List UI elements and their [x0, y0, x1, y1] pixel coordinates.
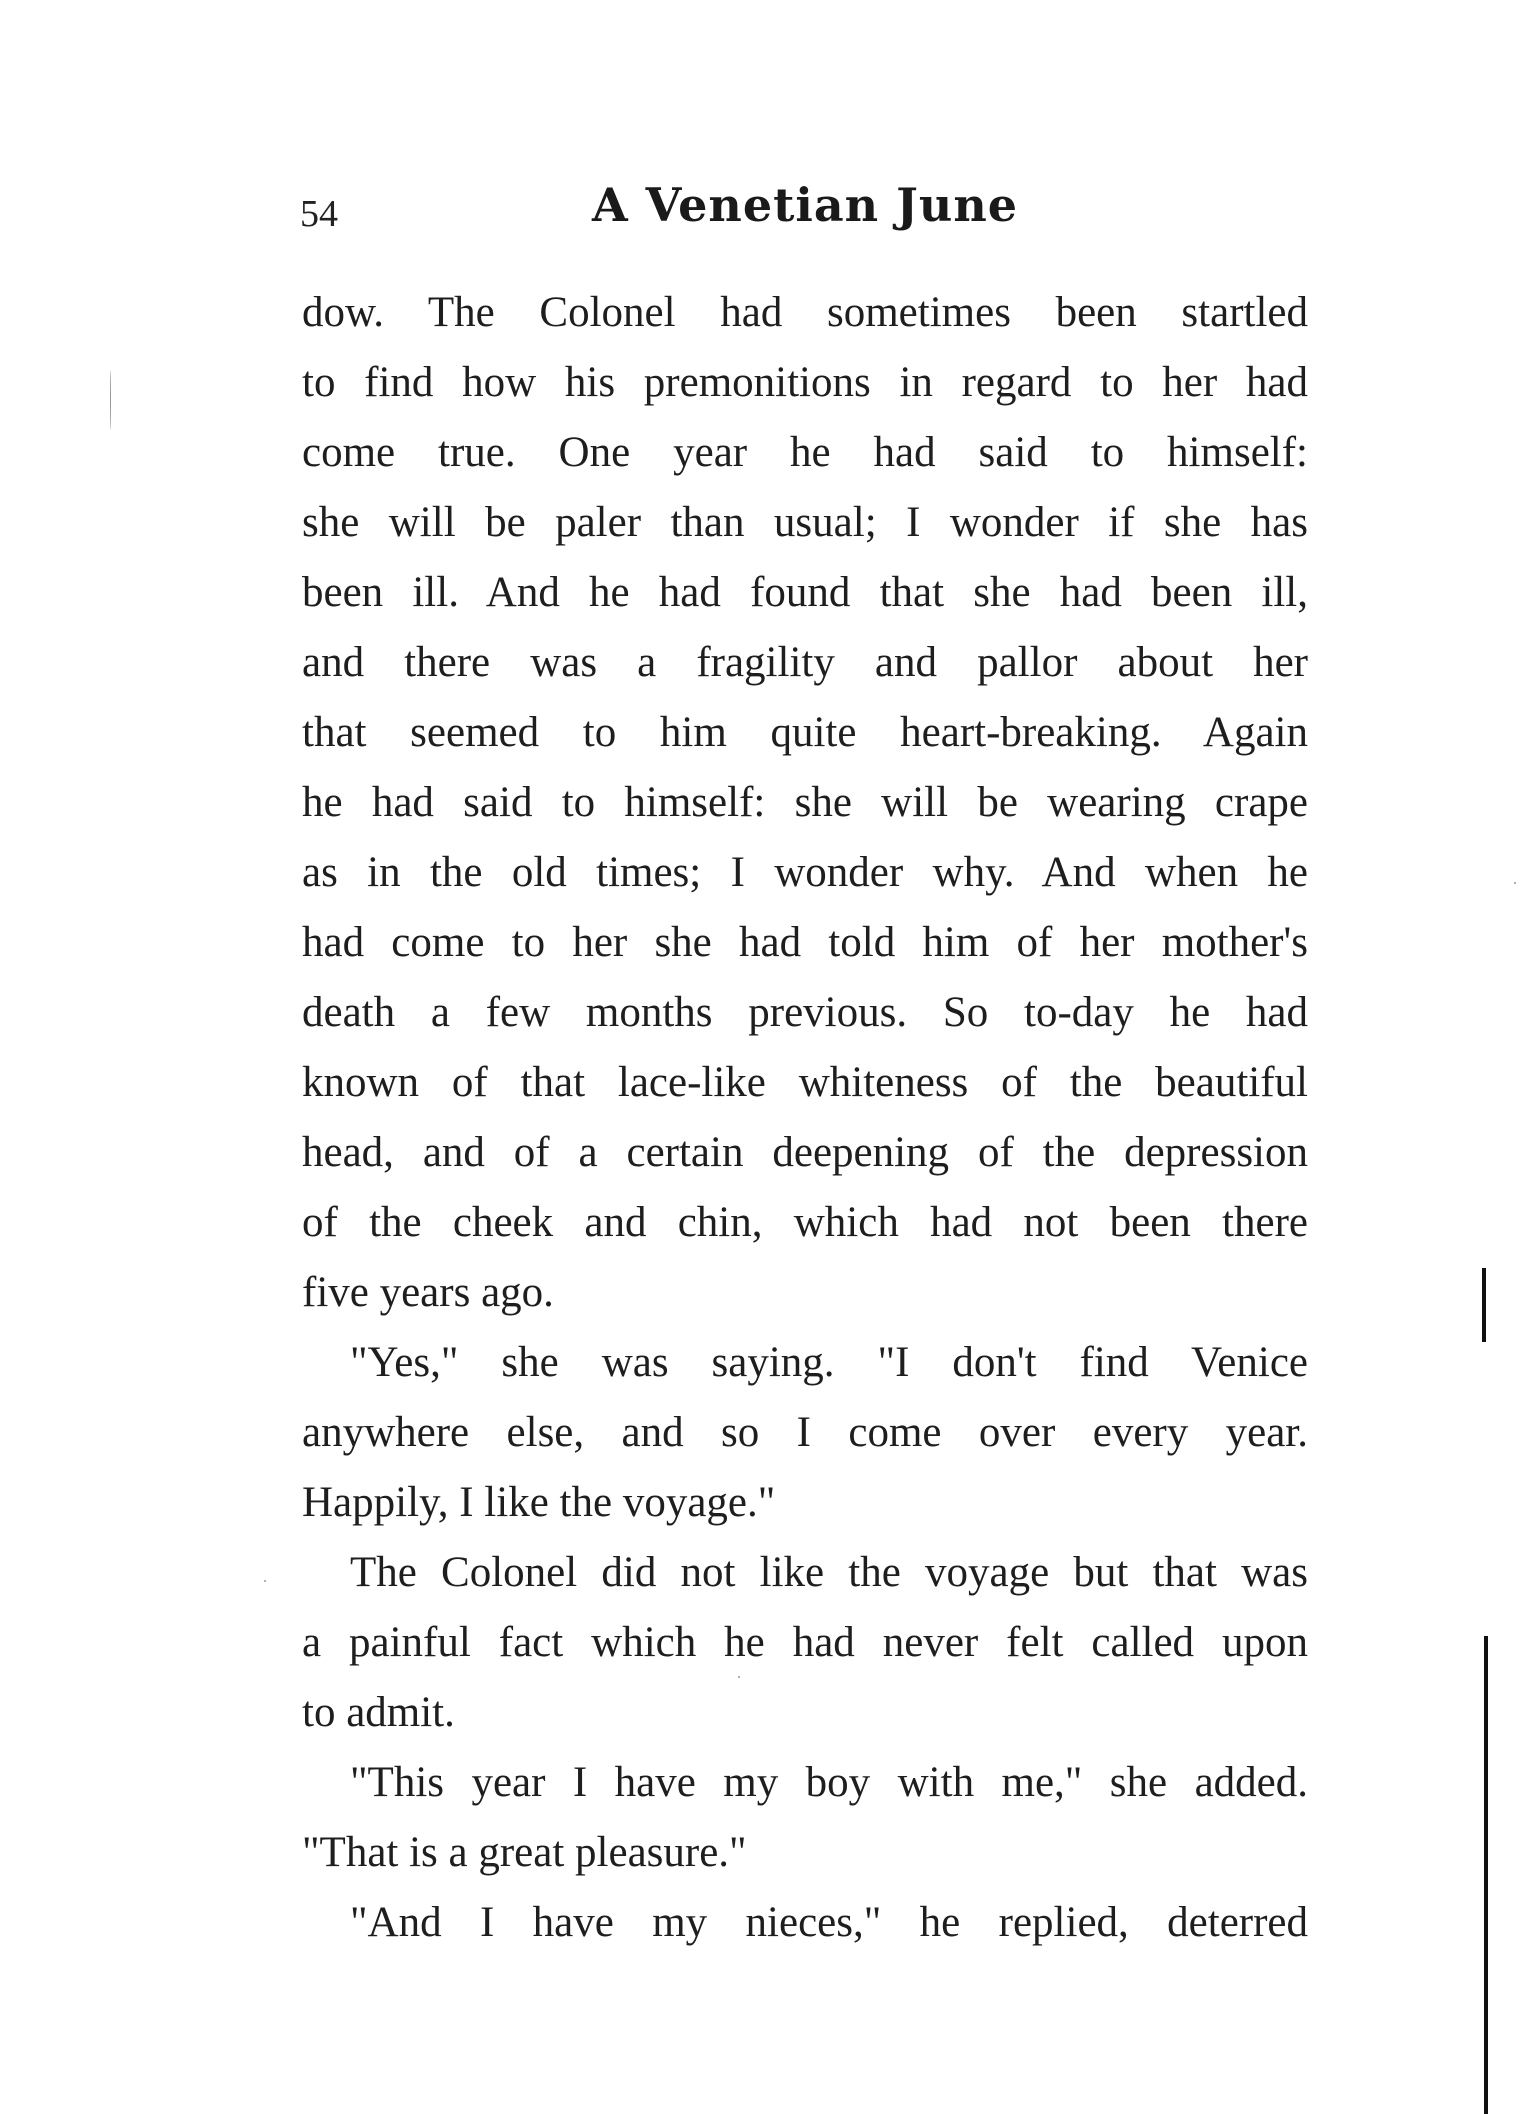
scan-speck	[110, 370, 111, 430]
text-line: of the cheek and chin, which had not been there	[302, 1199, 1308, 1246]
text-line: head, and of a certain deepening of the depression	[302, 1129, 1308, 1176]
text-line: five years ago.	[302, 1269, 554, 1316]
text-line: she will be paler than usual; I wonder if she has	[302, 499, 1308, 546]
text-line: The Colonel did not like the voyage but that was	[350, 1549, 1308, 1596]
text-line: as in the old times; I wonder why. And when he	[302, 849, 1308, 896]
scan-edge-mark	[1482, 1268, 1486, 1342]
text-line: that seemed to him quite heart-breaking. Again	[302, 709, 1308, 756]
text-line: Happily, I like the voyage."	[302, 1479, 776, 1526]
page-number: 54	[300, 193, 338, 235]
text-line: known of that lace-like whiteness of the beautiful	[302, 1059, 1308, 1106]
scan-edge-mark	[1484, 1636, 1488, 2114]
text-line: "This year I have my boy with me," she added.	[350, 1759, 1308, 1806]
scan-speck	[264, 1580, 266, 1582]
text-line: to find how his premonitions in regard to her had	[302, 359, 1308, 406]
text-line: come true. One year he had said to himself:	[302, 429, 1308, 476]
text-line: anywhere else, and so I come over every year.	[302, 1409, 1308, 1456]
scan-speck	[1514, 882, 1516, 884]
text-line: death a few months previous. So to-day he had	[302, 989, 1308, 1036]
text-line: to admit.	[302, 1689, 455, 1736]
text-line: "That is a great pleasure."	[302, 1829, 747, 1876]
text-line: he had said to himself: she will be wearing crape	[302, 779, 1308, 826]
text-line: "And I have my nieces," he replied, deterred	[350, 1899, 1308, 1946]
text-line: had come to her she had told him of her mother's	[302, 919, 1308, 966]
scan-speck	[738, 1676, 740, 1678]
text-line: dow. The Colonel had sometimes been startled	[302, 289, 1308, 336]
running-title: A Venetian June	[591, 178, 1019, 232]
body-text	[302, 278, 1308, 1958]
text-line: "Yes," she was saying. "I don't find Venice	[350, 1339, 1308, 1386]
text-line: been ill. And he had found that she had been ill,	[302, 569, 1308, 616]
text-line: a painful fact which he had never felt called upon	[302, 1619, 1308, 1666]
text-line: and there was a fragility and pallor about her	[302, 639, 1308, 686]
page-header	[300, 178, 1310, 238]
